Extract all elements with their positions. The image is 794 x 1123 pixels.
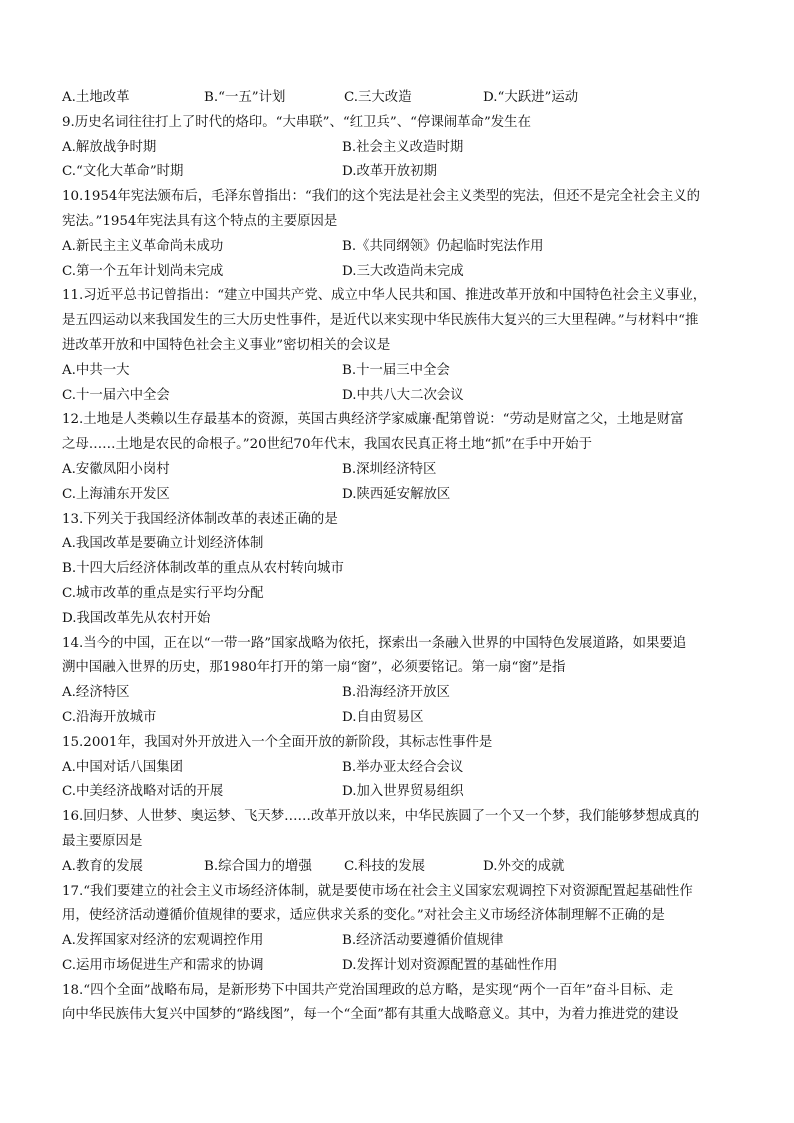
q10-option-d: D.三大改造尚未完成 [342,263,464,279]
q12-options-row1 [62,458,742,483]
q12-option-b: B.深圳经济特区 [342,461,437,477]
q16-option-c: C.科技的发展 [344,858,425,874]
q16-option-a: A.教育的发展 [62,858,143,874]
q15-option-c: C.中美经济战略对话的开展 [62,784,224,800]
q12-option-c: C.上海浦东开发区 [62,486,170,502]
q17-stem-line1: 17.“我们要建立的社会主义市场经济体制，就是要使市场在社会主义国家宏观调控下对资源配置起基础性作 [62,883,693,899]
q11-stem-line2: 是五四运动以来我国发生的三大历史性事件，是近代以来实现中华民族伟大复兴的三大里程碑。”与材料中“推 [62,313,699,329]
q14-option-b: B.沿海经济开放区 [342,685,450,701]
q14-stem-line1: 14.当今的中国，正在以“一带一路”国家战略为依托，探索出一条融入世界的中国特色发展道路，如果要追 [62,635,687,651]
q17-option-d: D.发挥计划对资源配置的基础性作用 [342,957,558,973]
q15-stem: 15.2001年，我国对外开放进入一个全面开放的新阶段，其标志性事件是 [62,734,493,750]
q14-options-row1 [62,681,742,706]
q15-option-a: A.中国对话八国集团 [62,759,184,775]
q12-stem-line1: 12.土地是人类赖以生存最基本的资源，英国古典经济学家威廉·配第曾说：“劳动是财富之父，土地是财富 [62,412,684,428]
q17-option-a: A.发挥国家对经济的宏观调控作用 [62,933,264,949]
q12-option-d: D.陕西延安解放区 [342,486,451,502]
q9-option-b: B.社会主义改造时期 [342,139,464,155]
q9-option-a: A.解放战争时期 [62,139,157,155]
q11-stem-line1: 11.习近平总书记曾指出：“建立中国共产党、成立中华人民共和国、推进改革开放和中国特色社会主义事业， [62,288,707,304]
q11-option-d: D.中共八大二次会议 [342,387,464,403]
q18-stem-line2: 向中华民族伟大复兴中国梦的“路线图”，每一个“全面”都有其重大战略意义。其中，为着力推进党的建设 [62,1007,679,1023]
q15-option-b: B.举办亚太经合会议 [342,759,464,775]
q10-option-b: B.《共同纲领》仍起临时宪法作用 [342,238,544,254]
q8-option-c: C.三大改造 [344,90,412,105]
q10-options-row2 [62,260,742,285]
q12-option-a: A.安徽凤阳小岗村 [62,461,170,477]
q15-options-row2 [62,780,742,805]
q8-option-a: A.土地改革 [62,90,130,105]
q10-option-a: A.新民主主义革命尚未成功 [62,238,224,254]
q13-option-c: C.城市改革的重点是实行平均分配 [62,585,264,601]
q13-option-a: A.我国改革是要确立计划经济体制 [62,536,264,552]
q14-option-d: D.自由贸易区 [342,709,424,725]
q11-option-c: C.十一届六中全会 [62,387,170,403]
q17-options-row2 [62,954,742,979]
q9-option-d: D.改革开放初期 [342,164,437,180]
q12-options-row2 [62,483,742,508]
q10-options-row1 [62,235,742,260]
q11-option-b: B.十一届三中全会 [342,362,450,378]
q13-option-d: D.我国改革先从农村开始 [62,610,211,626]
q16-stem-line2: 最主要原因是 [62,833,143,849]
q9-options-row1 [62,136,742,161]
q14-options-row2 [62,706,742,731]
q8-options [62,86,742,111]
q10-stem-line2: 宪法。”1954年宪法具有这个特点的主要原因是 [62,213,338,229]
q16-option-d: D.外交的成就 [483,858,565,874]
q16-stem-line1: 16.回归梦、人世梦、奥运梦、飞天梦……改革开放以来，中华民族圆了一个又一个梦，我们能够梦想成真的 [62,809,700,825]
q14-option-c: C.沿海开放城市 [62,709,157,725]
q16-option-b: B.综合国力的增强 [204,858,312,874]
q17-options-row1 [62,929,742,954]
q9-stem: 9.历史名词往往打上了时代的烙印。“大串联”、“红卫兵”、“停课闹革命”发生在 [62,114,531,130]
q10-option-c: C.第一个五年计划尚未完成 [62,263,224,279]
q8-option-b: B.“一五”计划 [204,90,286,105]
q17-stem-line2: 用，使经济活动遵循价值规律的要求，适应供求关系的变化。”对社会主义市场经济体制理解不正确的是 [62,908,665,924]
q8-option-d: D.“大跃进”运动 [483,90,579,105]
exam-page [62,86,742,1028]
q11-options-row2 [62,384,742,409]
q17-option-b: B.经济活动要遵循价值规律 [342,933,504,949]
q12-stem-line2: 之母……土地是农民的命根子。”20世纪70年代末，我国农民真正将土地“抓”在手中开始于 [62,437,592,453]
q9-options-row2 [62,160,742,185]
q14-option-a: A.经济特区 [62,685,130,701]
q11-stem-line3: 进改革开放和中国特色社会主义事业”密切相关的会议是 [62,337,391,353]
q16-options [62,855,742,880]
q18-stem-line1: 18.“四个全面”战略布局，是新形势下中国共产党治国理政的总方略，是实现“两个一百年”奋斗目标、走 [62,982,674,998]
q10-stem-line1: 10.1954年宪法颁布后，毛泽东曾指出：“我们的这个宪法是社会主义类型的宪法，但还不是完全社会主义的 [62,189,701,205]
q14-stem-line2: 溯中国融入世界的历史，那1980年打开的第一扇“窗”，必须要铭记。第一扇“窗”是指 [62,660,566,676]
q17-option-c: C.运用市场促进生产和需求的协调 [62,957,264,973]
q15-options-row1 [62,756,742,781]
q15-option-d: D.加入世界贸易组织 [342,784,464,800]
q9-option-c: C.“文化大革命”时期 [62,164,184,180]
q11-options-row1 [62,359,742,384]
q13-stem: 13.下列关于我国经济体制改革的表述正确的是 [62,511,338,527]
q11-option-a: A.中共一大 [62,362,130,378]
q13-option-b: B.十四大后经济体制改革的重点从农村转向城市 [62,561,344,577]
